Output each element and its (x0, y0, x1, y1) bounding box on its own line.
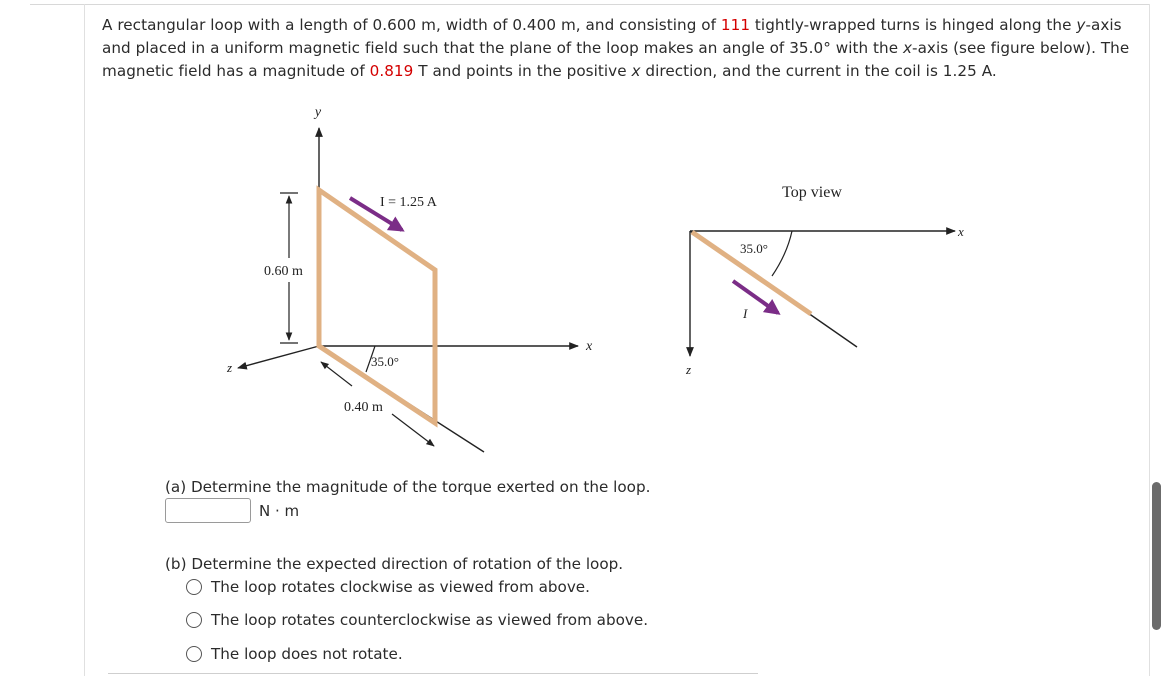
z-axis-line (238, 346, 319, 368)
turns-value: 111 (720, 16, 751, 34)
option-label: The loop rotates clockwise as viewed from above. (211, 578, 590, 596)
z-axis-label: z (227, 360, 233, 375)
option-counterclockwise[interactable] (186, 611, 648, 629)
option-clockwise[interactable] (186, 578, 590, 596)
width-label: 0.40 m (344, 400, 383, 415)
current-label: I = 1.25 A (380, 195, 437, 210)
field-value: 0.819 (369, 62, 414, 80)
problem-text: tightly-wrapped turns is hinged along the (750, 16, 1077, 34)
current-loop (319, 190, 435, 423)
part-a-question: (a) Determine the magnitude of the torque exerted on the loop. (165, 478, 651, 496)
y-axis-symbol: y (1076, 16, 1086, 34)
y-axis-label: y (314, 105, 322, 120)
torque-input[interactable] (165, 498, 251, 523)
torque-unit: N · m (259, 501, 300, 520)
top-x-axis-label: x (958, 224, 964, 239)
top-view-title: Top view (782, 184, 842, 201)
option-label: The loop does not rotate. (211, 645, 403, 663)
part-a-answer-row (165, 498, 299, 523)
radio-clockwise[interactable] (186, 579, 202, 595)
problem-text: -axis and placed in a uniform magnetic field such that the plane of the loop makes an angle of 35.0° with the (102, 16, 1122, 57)
problem-text: A rectangular loop with a length of 0.600 m, width of 0.400 m, and consisting of (102, 16, 721, 34)
top-current-label: I (743, 306, 748, 321)
x-axis-symbol: x (903, 39, 913, 57)
top-view-diagram (685, 184, 964, 377)
top-angle-arc (772, 231, 792, 276)
radio-counterclockwise[interactable] (186, 612, 202, 628)
option-no-rotation[interactable] (186, 645, 403, 663)
x-direction-symbol: x (631, 62, 641, 80)
perspective-diagram (226, 105, 593, 452)
top-z-axis-label: z (686, 362, 692, 377)
problem-text: T and points in the positive (413, 62, 632, 80)
problem-text: -axis (see figure below). The magnetic field has a magnitude of (102, 39, 1130, 80)
x-axis-label: x (586, 339, 593, 354)
angle-label: 35.0° (371, 354, 399, 369)
scrollbar-thumb[interactable] (1152, 482, 1161, 630)
option-label: The loop rotates counterclockwise as viewed from above. (211, 611, 649, 629)
problem-text: direction, and the current in the coil is 1.25 A. (640, 62, 997, 80)
part-b-question: (b) Determine the expected direction of rotation of the loop. (165, 555, 624, 573)
top-angle-label: 35.0° (740, 241, 768, 256)
radio-no-rotation[interactable] (186, 646, 202, 662)
height-label: 0.60 m (264, 264, 303, 279)
